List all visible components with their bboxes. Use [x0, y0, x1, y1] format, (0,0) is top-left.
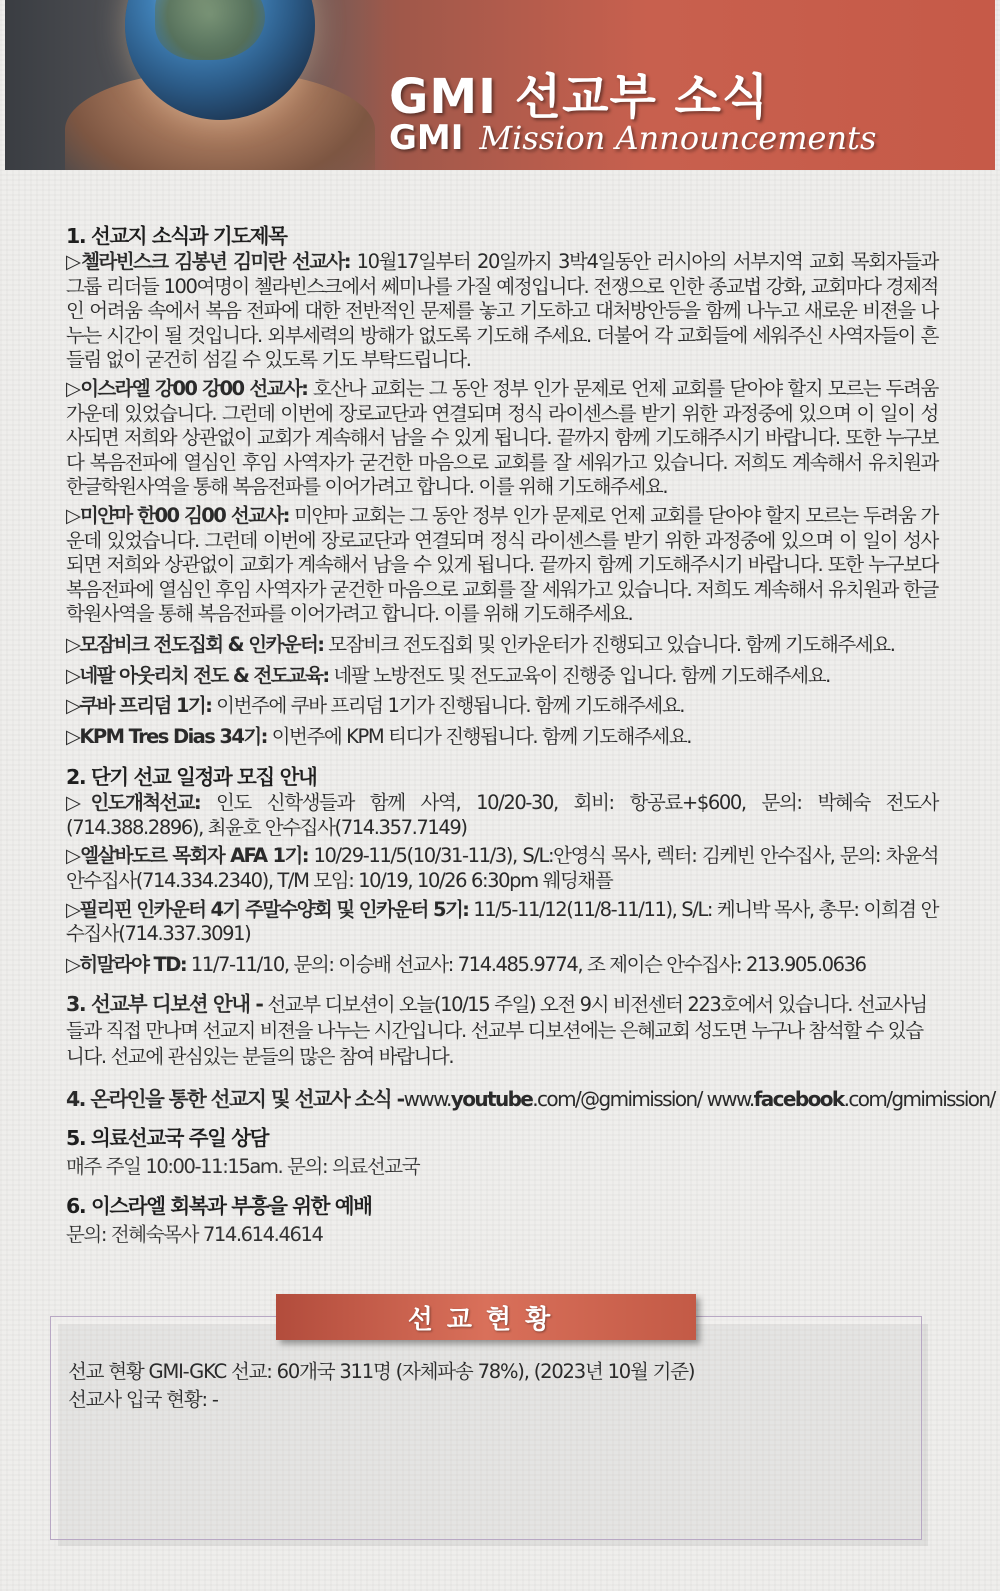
section-5-title: 5. 의료선교국 주일 상담: [66, 1126, 269, 1151]
item-text: 11/5-11/12(11/8-11/11), S/L: 케니박 목사, 총무: 이희겸 안수집사(714.337.3091): [66, 897, 939, 946]
list-item: [66, 791, 938, 840]
list-item: [66, 898, 938, 947]
youtube-link[interactable]: www.youtube.com/@gmimission/: [403, 1087, 702, 1112]
announcements-content: [66, 222, 995, 1248]
section-3-text: 선교부 디보션이 오늘(10/15 주일) 오전 9시 비전센터 223호에서 있습니다. 선교사님들과 직접 만나며 선교지 비젼을 나누는 시간입니다. 선교부 디보션에는 은혜교회 성도면 누구나 참석할 수 있습니다. 선교에 관심있는 분들의 많은 참여 바랍니다.: [66, 993, 927, 1069]
item-text: 미얀마 교회는 그 동안 정부 인가 문제로 언제 교회를 닫아야 할지 모르는 두려움 가운데 있었습니다. 그런데 이번에 장로교단과 연결되며 정식 라이센스를 받기 위한 과정중에 있으며 이 일이 성사되면 저희와 상관없이 교회가 계속해서 남을 수 있게 됩니다. 끝까지 함께 기도해주시기 바랍니다. 또한 누구보다 복음전파에 열심인 후임 사역자가 굳건한 마음으로 교회를 잘 세워가고 있습니다. 저희도 계속해서 유치원과 한글학원사역을 통해 복음전파를 이어가려고 합니다. 이를 위해 기도해주세요.: [66, 503, 938, 626]
section-1-list: [66, 250, 938, 749]
item-text: 네팔 노방전도 및 전도교육이 진행중 입니다. 함께 기도해주세요.: [328, 663, 830, 687]
mission-status-line-2: 선교사 입국 현황: -: [68, 1388, 218, 1411]
item-text: 인도 신학생들과 함께 사역, 10/20-30, 회비: 항공료+$600, 문의: 박혜숙 전도사(714.388.2896), 최윤호 안수집사(714.357.7149): [66, 791, 938, 839]
header-banner: [5, 0, 995, 170]
header-title-korean: GMI 선교부 소식: [389, 69, 770, 125]
item-label: ▷미얀마 한00 김00 선교사:: [66, 503, 289, 527]
section-5-text: 매주 주일 10:00-11:15am. 문의: 의료선교국: [66, 1155, 420, 1179]
list-item: [66, 953, 938, 978]
mission-status-box: [50, 1316, 922, 1540]
section-6-text: 문의: 전혜숙목사 714.614.4614: [66, 1223, 323, 1247]
section-2-title: 2. 단기 선교 일정과 모집 안내: [66, 765, 317, 790]
item-text: 모잠비크 전도집회 및 인카운터가 진행되고 있습니다. 함께 기도해주세요.: [323, 632, 895, 656]
item-label: ▷히말라야 TD:: [66, 952, 187, 976]
list-item: [66, 377, 938, 500]
item-text: 10/29-11/5(10/31-11/3), S/L:안영식 목사, 렉터: 김케빈 안수집사, 문의: 차윤석 안수집사(714.334.2340), T/M 모임: 10/19, 10/26 6:30pm 웨딩채플: [66, 844, 939, 893]
section-1-title: 1. 선교지 소식과 기도제목: [66, 224, 287, 248]
mission-status-banner: [276, 1294, 696, 1340]
item-text: 호산나 교회는 그 동안 정부 인가 문제로 언제 교회를 닫아야 할지 모르는 두려움 가운데 있었습니다. 그런데 이번에 장로교단과 연결되며 정식 라이센스를 받기 위한 과정중에 있으며 이 일이 성사되면 저희와 상관없이 교회가 계속해서 남을 수 있게 됩니다. 끝까지 함께 기도해주시기 바랍니다. 또한 누구보다 복음전파에 열심인 후임 사역자가 굳건한 마음으로 교회를 잘 세워가고 있습니다. 저희도 계속해서 유치원과 한글학원사역을 통해 복음전파를 이어가려고 합니다. 이를 위해 기도해주세요.: [66, 376, 938, 499]
section-4-title: 4. 온라인을 통한 선교지 및 선교사 소식 -: [66, 1087, 404, 1112]
item-text: 10월17일부터 20일까지 3박4일동안 러시아의 서부지역 교회 목회자들과 그룹 리더들 100여명이 첼라빈스크에서 쎄미나를 가질 예정입니다. 전쟁으로 인한 종교법 강화, 교회마다 경제적인 어려움 속에서 복음 전파에 대한 전반적인 문제를 놓고 기도하고 대처방안등을 함께 나누고 새로운 비젼을 나누는 시간이 될 것입니다. 외부세력의 방해가 없도록 기도해 주세요. 더불어 각 교회들에 세워주신 사역자들이 흔들림 없이 굳건히 섬길 수 있도록 기도 부탁드립니다.: [66, 250, 938, 372]
section-6-title: 6. 이스라엘 회복과 부흥을 위한 예배: [66, 1194, 372, 1219]
mission-status-line-1: 선교 현황 GMI-GKC 선교: 60개국 311명 (자체파송 78%), (2023년 10월 기준): [68, 1360, 695, 1383]
list-item: [66, 504, 938, 627]
header-title-english-prefix: GMI: [389, 118, 464, 158]
item-label: ▷인도개척선교:: [66, 791, 201, 815]
facebook-link[interactable]: www.facebook.com/gmimission/: [701, 1087, 995, 1112]
list-item: [66, 633, 938, 658]
item-label: ▷네팔 아웃리치 전도 & 전도교육:: [66, 663, 329, 687]
item-text: 이번주에 쿠바 프리덤 1기가 진행됩니다. 함께 기도해주세요.: [211, 694, 685, 718]
mission-status-banner-label: 선교현황: [407, 1304, 565, 1335]
item-text: 11/7-11/10, 문의: 이승배 선교사: 714.485.9774, 조 제이슨 안수집사: 213.905.0636: [186, 952, 866, 976]
header-title-english: [389, 118, 876, 158]
list-item: [66, 844, 938, 893]
section-2-list: [66, 791, 938, 977]
item-label: ▷이스라엘 강00 강00 선교사:: [66, 376, 308, 400]
header-title-english-script: Mission Announcements: [479, 119, 877, 157]
item-label: ▷KPM Tres Dias 34기:: [66, 724, 267, 748]
item-label: ▷첼라빈스크 김봉년 김미란 선교사:: [66, 250, 350, 273]
item-label: ▷쿠바 프리덤 1기:: [66, 694, 212, 718]
list-item: [66, 664, 938, 689]
section-3-devotion: [66, 991, 938, 1070]
item-label: ▷필리핀 인카운터 4기 주말수양회 및 인카운터 5기:: [66, 897, 469, 921]
list-item: [66, 725, 938, 750]
globe-in-hands-image: [5, 0, 385, 170]
item-text: 이번주에 KPM 티디가 진행됩니다. 함께 기도해주세요.: [266, 724, 692, 748]
item-label: ▷엘살바도르 목회자 AFA 1기:: [66, 844, 308, 868]
list-item: [66, 694, 938, 719]
section-3-title: 3. 선교부 디보션 안내 -: [66, 992, 263, 1017]
list-item: [66, 250, 938, 373]
item-label: ▷모잠비크 전도집회 & 인카운터:: [66, 632, 324, 656]
section-4-online: [66, 1082, 995, 1112]
